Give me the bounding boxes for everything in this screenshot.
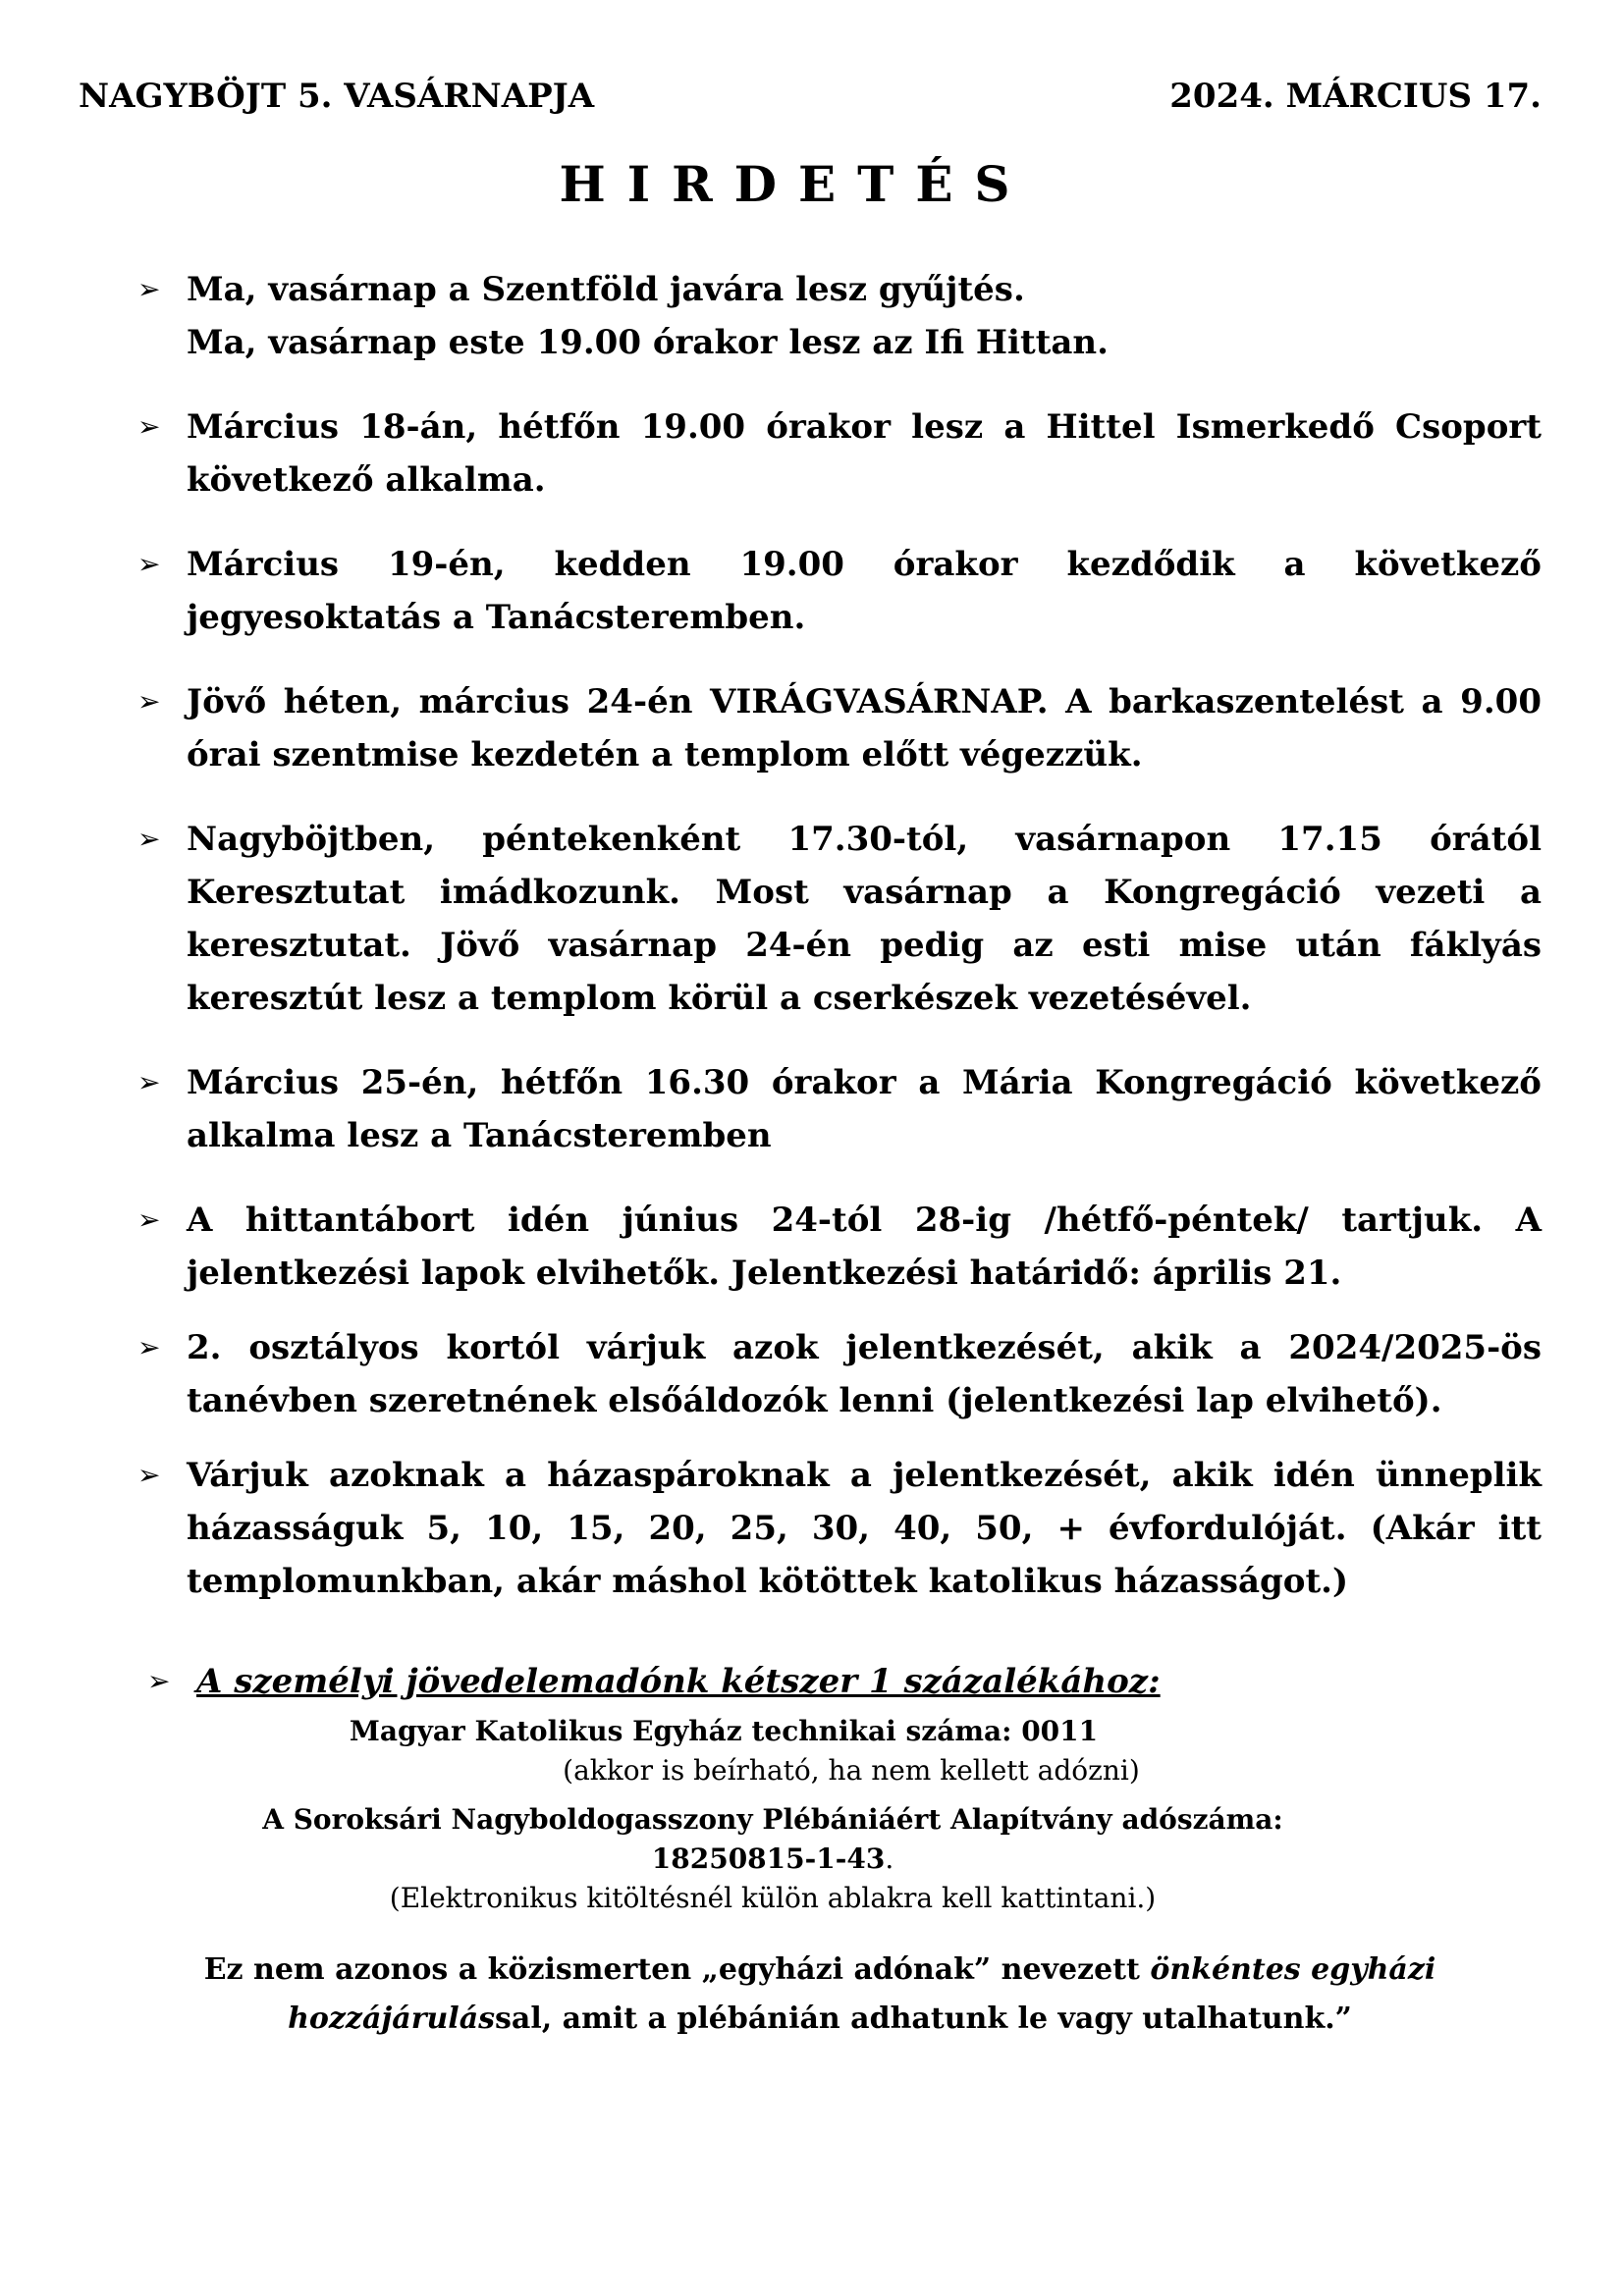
announcement-line: Ma, vasárnap a Szentföld javára lesz gyűjtés. <box>187 270 1025 309</box>
page-header <box>79 77 1542 126</box>
electronic-note: (Elektronikus kitöltésnél külön ablakra kell kattintani.) <box>389 1882 1157 1914</box>
foundation-number-suffix: . <box>885 1842 894 1875</box>
tax-heading-text: A személyi jövedelemadónk kétszer 1 százalékához: <box>196 1662 1161 1701</box>
church-number-note: (akkor is beírható, ha nem kellett adózni) <box>563 1754 1140 1787</box>
arrow-bullet-icon: ➢ <box>137 685 161 718</box>
arrow-bullet-icon: ➢ <box>137 1203 161 1236</box>
arrow-bullet-icon: ➢ <box>137 548 161 580</box>
foundation-number-row <box>0 1840 1624 1879</box>
announcement-item <box>137 1194 1542 1300</box>
announcement-line: Ma, vasárnap este 19.00 órakor lesz az Ifi Hittan. <box>187 323 1109 362</box>
announcement-item <box>137 1056 1542 1162</box>
announcement-text: Március 25-én, hétfőn 16.30 órakor a Mária Kongregáció következő alkalma lesz a Tanácsteremben <box>187 1063 1542 1155</box>
announcement-item <box>137 263 1542 369</box>
arrow-bullet-icon: ➢ <box>137 1066 161 1098</box>
announcement-item <box>137 1449 1542 1608</box>
announcement-text: Nagyböjtben, péntekenként 17.30-tól, vasárnapon 17.15 órától Keresztutat imádkozunk. Most vasárnap a Kongregáció vezeti a keresztutat. Jövő vasárnap 24-én pedig az esti mise után fáklyás keresztút lesz a templom körül a cserkészek vezetésével. <box>187 820 1542 1018</box>
announcement-item <box>137 675 1542 781</box>
foundation-line: A Soroksári Nagyboldogasszony Plébániáért Alapítvány adószáma: <box>262 1803 1283 1836</box>
arrow-bullet-icon: ➢ <box>137 1459 161 1491</box>
arrow-bullet-icon: ➢ <box>137 273 161 305</box>
foundation-block <box>0 1800 1624 1918</box>
footer-note <box>147 1946 1492 2044</box>
page-title: HIRDETÉS <box>559 155 1032 213</box>
foundation-tax-number: 18250815-1-43 <box>651 1842 886 1875</box>
footer-text-part3: sal, amit a plébánián adhatunk le vagy utalhatunk.” <box>495 2002 1352 2036</box>
footer-text-part1: Ez nem azonos a közismerten „egyházi adónak” nevezett <box>203 1952 1151 1987</box>
announcement-text: Március 19-én, kedden 19.00 órakor kezdődik a következő jegyesoktatás a Tanácsteremben. <box>187 545 1542 637</box>
church-technical-number: Magyar Katolikus Egyház technikai száma: 0011 <box>349 1715 1099 1747</box>
announcement-text: Várjuk azoknak a házaspároknak a jelentkezését, akik idén ünneplik házasságuk 5, 10, 15, 20, 25, 30, 40, 50, + évfordulóját. (Akár itt templomunkban, akár máshol kötöttek katolikus házasságot.) <box>187 1456 1542 1601</box>
announcement-text: Jövő héten, március 24-én VIRÁGVASÁRNAP. A barkaszentelést a 9.00 órai szentmise kezdetén a templom előtt végezzük. <box>187 682 1542 774</box>
announcement-text: A hittantábort idén június 24-tól 28-ig /hétfő-péntek/ tartjuk. A jelentkezési lapok elvihetők. Jelentkezési határidő: április 21. <box>187 1201 1542 1293</box>
announcement-text: Március 18-án, hétfőn 19.00 órakor lesz a Hittel Ismerkedő Csoport következő alkalma. <box>187 407 1542 500</box>
announcement-item <box>137 1321 1542 1427</box>
announcement-item <box>137 400 1542 507</box>
footer-text-italic: önkéntes egyházi hozzájárulás <box>288 1952 1436 2036</box>
arrow-bullet-icon: ➢ <box>137 823 161 855</box>
church-number-block <box>0 1712 1624 1790</box>
tax-heading <box>147 1657 1542 1706</box>
announcement-item <box>137 538 1542 644</box>
arrow-bullet-icon: ➢ <box>137 1331 161 1363</box>
announcement-list <box>137 263 1542 1629</box>
announcement-text: 2. osztályos kortól várjuk azok jelentkezését, akik a 2024/2025-ös tanévben szeretnének elsőáldozók lenni (jelentkezési lap elvihető). <box>187 1328 1542 1420</box>
liturgical-day: NAGYBÖJT 5. VASÁRNAPJA <box>79 77 595 116</box>
date: 2024. MÁRCIUS 17. <box>1169 77 1542 116</box>
arrow-bullet-icon: ➢ <box>147 1665 171 1697</box>
announcement-item <box>137 813 1542 1025</box>
arrow-bullet-icon: ➢ <box>137 410 161 443</box>
tax-section <box>147 1657 1542 1706</box>
